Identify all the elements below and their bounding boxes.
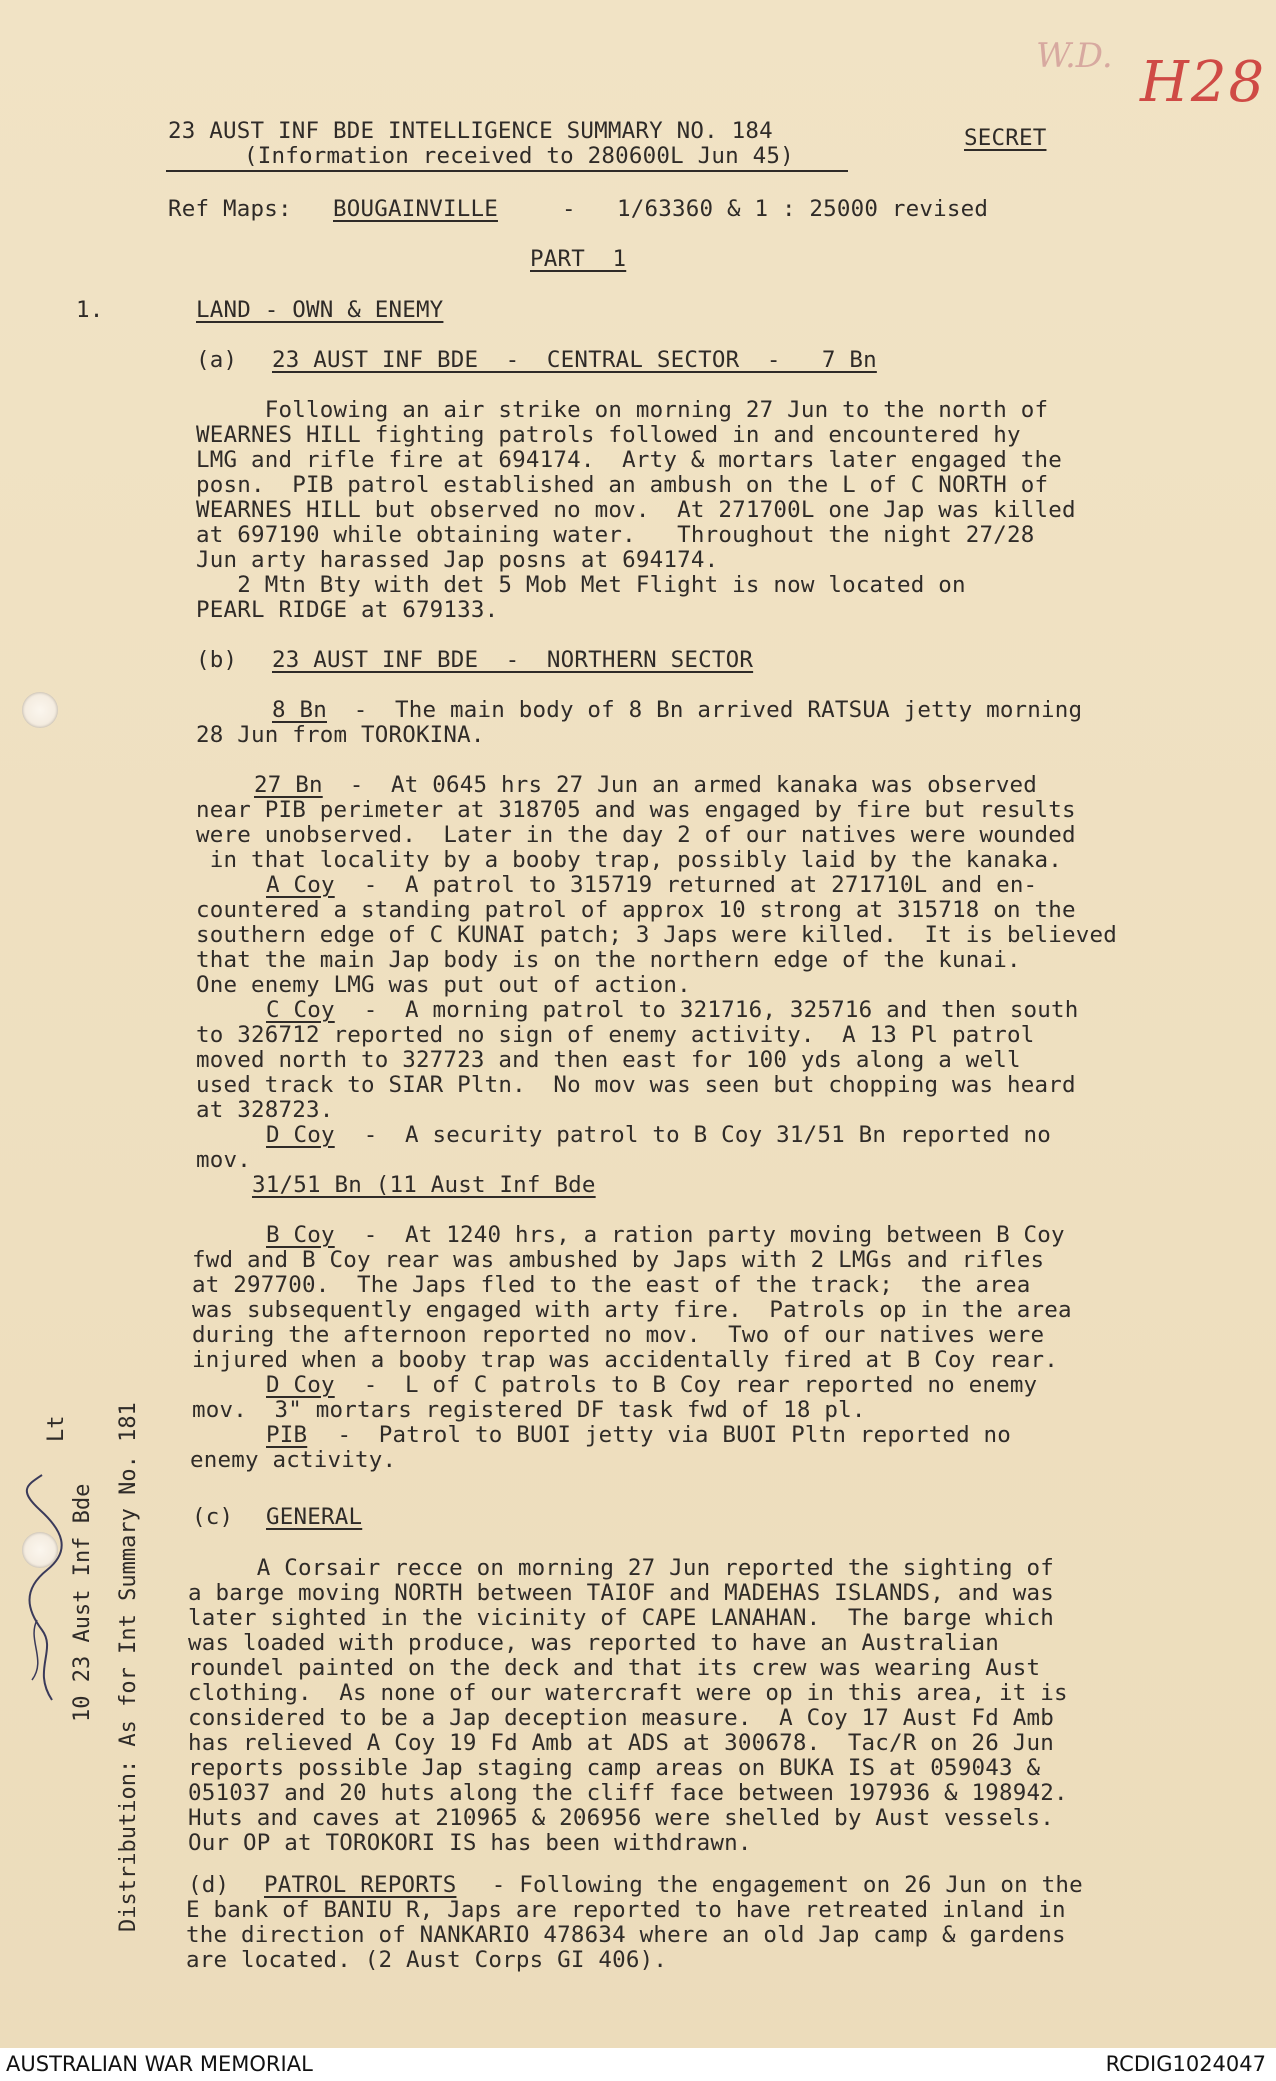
text-line: - At 0645 hrs 27 Jun an armed kanaka was observed	[336, 772, 1038, 798]
classification-secret: SECRET	[964, 125, 1047, 151]
text-line: was subsequently engaged with arty fire. Patrols op in the area	[192, 1297, 1072, 1323]
annotation-ref-number: H28	[1140, 50, 1267, 115]
footer-record-id: RCDIG1024047	[1105, 2052, 1266, 2076]
text-line: mov.	[196, 1147, 251, 1173]
footer-institution: AUSTRALIAN WAR MEMORIAL	[6, 2052, 313, 2076]
para-b-label: (b)	[196, 647, 238, 673]
text-line: 051037 and 20 huts along the cliff face between 197936 & 198942.	[188, 1780, 1068, 1806]
unit-d-coy-2: D Coy	[266, 1372, 335, 1398]
para-c-label: (c)	[192, 1504, 234, 1530]
text-line: - Following the engagement on 26 Jun on the	[478, 1872, 1083, 1898]
text-line: at 697190 while obtaining water. Throughout the night 27/28	[196, 522, 1035, 548]
text-line: has relieved A Coy 19 Fd Amb at ADS at 300678. Tac/R on 26 Jun	[188, 1730, 1055, 1756]
unit-31-51-bn: 31/51 Bn (11 Aust Inf Bde	[252, 1172, 596, 1198]
text-line: in that locality by a booby trap, possibly laid by the kanaka.	[196, 847, 1063, 873]
text-line: near PIB perimeter at 318705 and was engaged by fire but results	[196, 797, 1076, 823]
text-line: Following an air strike on morning 27 Jun to the north of	[196, 397, 1049, 423]
punch-hole-upper	[22, 692, 58, 728]
part-heading: PART 1	[530, 246, 627, 272]
text-line: clothing. As none of our watercraft were op in this area, it is	[188, 1680, 1068, 1706]
handwritten-signature	[12, 1470, 72, 1710]
para-a-label: (a)	[196, 347, 238, 373]
unit-8bn: 8 Bn	[272, 697, 327, 723]
text-line: 2 Mtn Bty with det 5 Mob Met Flight is now located on	[196, 572, 966, 598]
signature-rank: Lt	[44, 1415, 69, 1442]
text-line: PEARL RIDGE at 679133.	[196, 597, 499, 623]
text-line: fwd and B Coy rear was ambushed by Japs with 2 LMGs and rifles	[192, 1247, 1045, 1273]
text-line: Jun arty harassed Jap posns at 694174.	[196, 547, 719, 573]
text-line: WEARNES HILL fighting patrols followed in and encountered hy	[196, 422, 1021, 448]
text-line: later sighted in the vicinity of CAPE LANAHAN. The barge which	[188, 1605, 1055, 1631]
text-line: Huts and caves at 210965 & 206956 were shelled by Aust vessels.	[188, 1805, 1055, 1831]
para-a-title: 23 AUST INF BDE - CENTRAL SECTOR - 7 Bn	[272, 347, 877, 373]
text-line: southern edge of C KUNAI patch; 3 Japs were killed. It is believed	[196, 922, 1117, 948]
text-line: - L of C patrols to B Coy rear reported no enemy	[350, 1372, 1038, 1398]
text-line: One enemy LMG was put out of action.	[196, 972, 691, 998]
para-b-title: 23 AUST INF BDE - NORTHERN SECTOR	[272, 647, 754, 673]
text-line: are located. (2 Aust Corps GI 406).	[186, 1947, 668, 1973]
text-line: were unobserved. Later in the day 2 of our natives were wounded	[196, 822, 1076, 848]
section-title: LAND - OWN & ENEMY	[196, 297, 444, 323]
unit-a-coy: A Coy	[266, 872, 335, 898]
text-line: - A patrol to 315719 returned at 271710L and en-	[350, 872, 1038, 898]
text-line: countered a standing patrol of approx 10 strong at 315718 on the	[196, 897, 1076, 923]
section-number: 1.	[76, 297, 104, 323]
text-line: - The main body of 8 Bn arrived RATSUA jetty morning	[340, 697, 1083, 723]
text-line: posn. PIB patrol established an ambush on the L of C NORTH of	[196, 472, 1049, 498]
text-line: to 326712 reported no sign of enemy activity. A 13 Pl patrol	[196, 1022, 1035, 1048]
text-line: considered to be a Jap deception measure. A Coy 17 Aust Fd Amb	[188, 1705, 1055, 1731]
text-line: - A morning patrol to 321716, 325716 and then south	[350, 997, 1079, 1023]
text-line: enemy activity.	[190, 1447, 397, 1473]
text-line: at 328723.	[196, 1097, 334, 1123]
unit-c-coy: C Coy	[266, 997, 335, 1023]
unit-b-coy: B Coy	[266, 1222, 335, 1248]
ref-maps-label: Ref Maps:	[168, 196, 292, 222]
text-line: E bank of BANIU R, Japs are reported to have retreated inland in	[186, 1897, 1066, 1923]
para-d-label: (d)	[188, 1872, 230, 1898]
text-line: - Patrol to BUOI jetty via BUOI Pltn reported no	[310, 1422, 1012, 1448]
text-line: the direction of NANKARIO 478634 where an old Jap camp & gardens	[186, 1922, 1066, 1948]
text-line: WEARNES HILL but observed no mov. At 271700L one Jap was killed	[196, 497, 1076, 523]
title-underline	[166, 170, 848, 172]
text-line: was loaded with produce, was reported to have an Australian	[188, 1630, 1000, 1656]
text-line: moved north to 327723 and then east for 100 yds along a well	[196, 1047, 1021, 1073]
text-line: A Corsair recce on morning 27 Jun reported the sighting of	[188, 1555, 1055, 1581]
document-title: 23 AUST INF BDE INTELLIGENCE SUMMARY NO. 184	[168, 118, 773, 144]
unit-pib: PIB	[266, 1422, 308, 1448]
para-c-title: GENERAL	[266, 1504, 363, 1530]
text-line: - A security patrol to B Coy 31/51 Bn reported no	[350, 1122, 1052, 1148]
text-line: reports possible Jap staging camp areas on BUKA IS at 059043 &	[188, 1755, 1041, 1781]
text-line: injured when a booby trap was accidentally fired at B Coy rear.	[192, 1347, 1059, 1373]
text-line: - At 1240 hrs, a ration party moving between B Coy	[350, 1222, 1065, 1248]
text-line: Our OP at TOROKORI IS has been withdrawn.	[188, 1830, 752, 1856]
para-d-title: PATROL REPORTS	[264, 1872, 457, 1898]
text-line: a barge moving NORTH between TAIOF and MADEHAS ISLANDS, and was	[188, 1580, 1055, 1606]
text-line: roundel painted on the deck and that its crew was wearing Aust	[188, 1655, 1041, 1681]
text-line: during the afternoon reported no mov. Two of our natives were	[192, 1322, 1045, 1348]
unit-d-coy: D Coy	[266, 1122, 335, 1148]
ref-maps-scales: - 1/63360 & 1 : 25000 revised	[562, 196, 989, 222]
archive-footer	[0, 2048, 1276, 2081]
text-line: used track to SIAR Pltn. No mov was seen but chopping was heard	[196, 1072, 1076, 1098]
document-subtitle: (Information received to 280600L Jun 45)	[244, 143, 794, 169]
text-line: mov. 3" mortars registered DF task fwd of 18 pl.	[192, 1397, 866, 1423]
annotation-wd: W.D.	[1036, 36, 1113, 76]
text-line: 28 Jun from TOROKINA.	[196, 722, 485, 748]
distribution-addressee: 10 23 Aust Inf Bde	[70, 1483, 95, 1722]
text-line: at 297700. The Japs fled to the east of the track; the area	[192, 1272, 1031, 1298]
distribution-line: Distribution: As for Int Summary No. 181	[116, 1402, 141, 1932]
ref-maps-area: BOUGAINVILLE	[333, 196, 498, 222]
text-line: that the main Jap body is on the northern edge of the kunai.	[196, 947, 1021, 973]
unit-27bn: 27 Bn	[254, 772, 323, 798]
text-line: LMG and rifle fire at 694174. Arty & mortars later engaged the	[196, 447, 1063, 473]
